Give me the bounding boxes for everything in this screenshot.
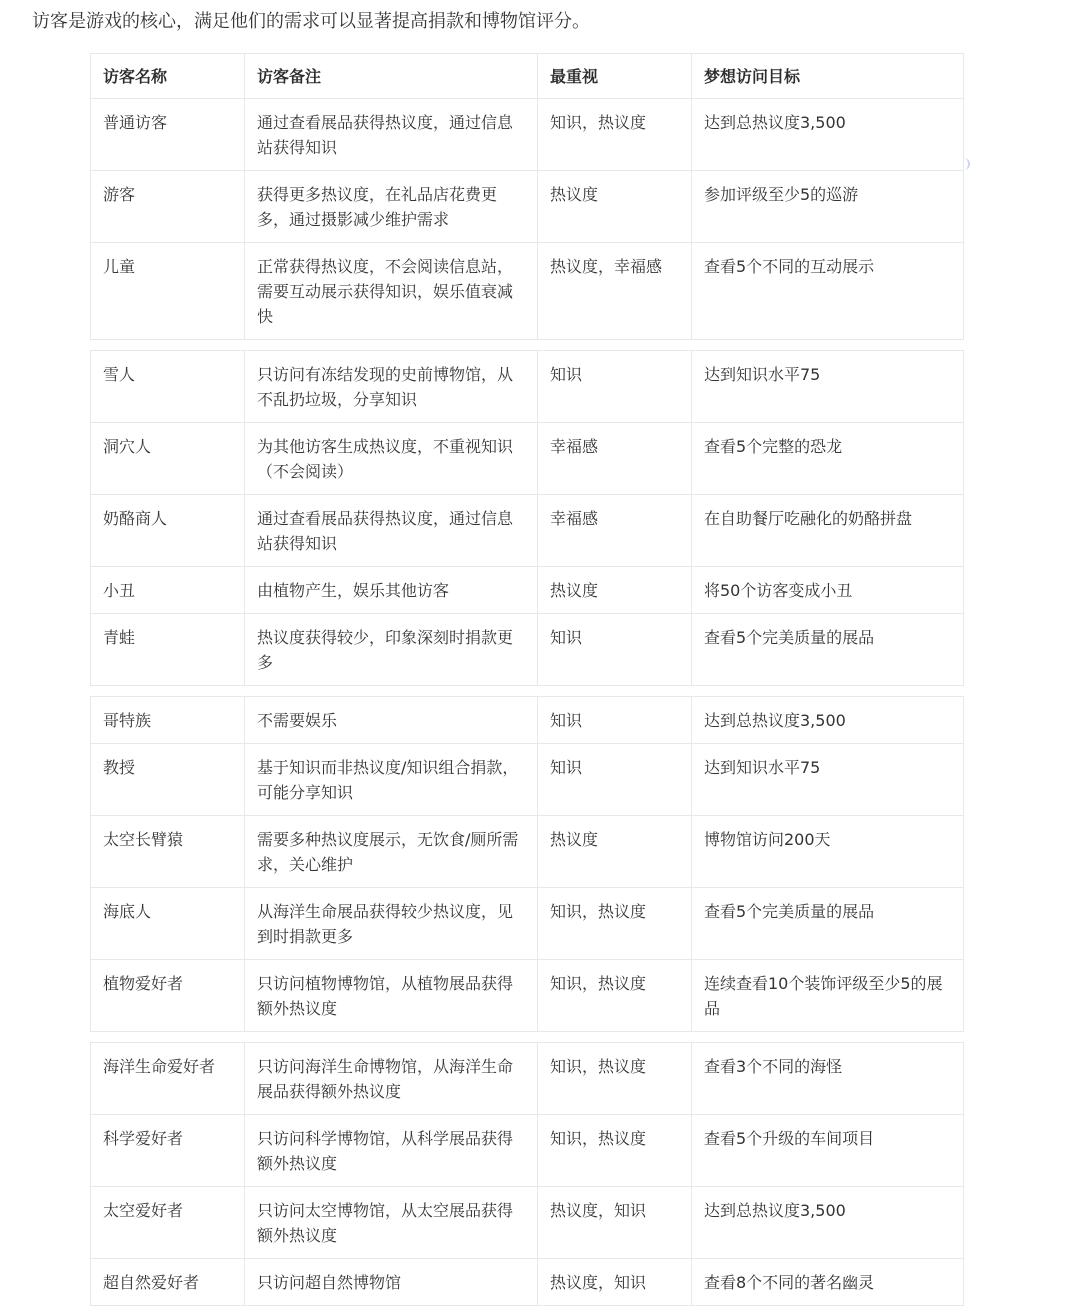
dream-goal-cell: 参加评级至少5的巡游: [691, 171, 965, 242]
visitor-note-cell: 由植物产生，娱乐其他访客: [244, 567, 537, 613]
visitor-note-cell: 通过查看展品获得热议度，通过信息站获得知识: [244, 99, 537, 170]
table-row: [91, 1186, 963, 1258]
dream-goal-cell: 查看5个升级的车间项目: [691, 1115, 965, 1186]
dream-goal-cell: 在自助餐厅吃融化的奶酪拼盘: [691, 495, 965, 566]
visitor-note-cell: 需要多种热议度展示，无饮食/厕所需求，关心维护: [244, 816, 537, 887]
table-row: [91, 959, 963, 1031]
priority-cell: 知识，热议度: [537, 960, 691, 1031]
visitor-note-cell: 只访问有冻结发现的史前博物馆，从不乱扔垃圾，分享知识: [244, 351, 537, 422]
header-visitor-name: 访客名称: [103, 67, 168, 86]
priority-cell: 知识，热议度: [537, 99, 691, 170]
dream-goal-cell: 将50个访客变成小丑: [691, 567, 965, 613]
table-row: [91, 887, 963, 959]
table-row: [91, 743, 963, 815]
visitor-note-cell: 通过查看展品获得热议度，通过信息站获得知识: [244, 495, 537, 566]
priority-cell: 知识，热议度: [537, 1115, 691, 1186]
dream-goal-cell: 博物馆访问200天: [691, 816, 965, 887]
dream-goal-cell: 达到总热议度3,500: [691, 1187, 965, 1258]
visitor-name-cell: 太空长臂猿: [103, 830, 184, 849]
table-row: [91, 1114, 963, 1186]
table-segment: [90, 53, 964, 340]
dream-goal-cell: 连续查看10个装饰评级至少5的展品: [691, 960, 965, 1031]
visitor-note-cell: 只访问植物博物馆，从植物展品获得额外热议度: [244, 960, 537, 1031]
table-row: [91, 613, 963, 685]
visitor-note-cell: 从海洋生命展品获得较少热议度，见到时捐款更多: [244, 888, 537, 959]
header-priority: 最重视: [537, 54, 691, 98]
visitor-note-cell: 只访问海洋生命博物馆，从海洋生命展品获得额外热议度: [244, 1043, 537, 1114]
header-visitor-note: 访客备注: [244, 54, 537, 98]
priority-cell: 知识: [537, 697, 691, 743]
table-segment: [90, 696, 964, 1032]
dream-goal-cell: 达到总热议度3,500: [691, 697, 965, 743]
visitor-name-cell: 超自然爱好者: [103, 1273, 200, 1292]
visitor-note-cell: 不需要娱乐: [244, 697, 537, 743]
visitor-table: [90, 53, 964, 1316]
visitor-name-cell: 哥特族: [103, 711, 152, 730]
dream-goal-cell: 查看3个不同的海怪: [691, 1043, 965, 1114]
visitor-name-cell: 小丑: [103, 581, 136, 600]
visitor-note-cell: 获得更多热议度，在礼品店花费更多，通过摄影减少维护需求: [244, 171, 537, 242]
priority-cell: 知识，热议度: [537, 888, 691, 959]
column-resize-handle[interactable]: [960, 158, 970, 170]
table-header-row: [91, 54, 963, 98]
priority-cell: 幸福感: [537, 423, 691, 494]
table-row: [91, 242, 963, 339]
dream-goal-cell: 查看5个完整的恐龙: [691, 423, 965, 494]
dream-goal-cell: 查看8个不同的著名幽灵: [691, 1259, 965, 1305]
table-row: [91, 566, 963, 613]
table-row: [91, 351, 963, 422]
priority-cell: 热议度，知识: [537, 1259, 691, 1305]
priority-cell: 幸福感: [537, 495, 691, 566]
visitor-name-cell: 海底人: [103, 902, 152, 921]
table-segment: [90, 350, 964, 686]
visitor-name-cell: 洞穴人: [103, 437, 152, 456]
visitor-name-cell: 奶酪商人: [103, 509, 168, 528]
visitor-note-cell: 为其他访客生成热议度，不重视知识（不会阅读）: [244, 423, 537, 494]
dream-goal-cell: 达到总热议度3,500: [691, 99, 965, 170]
table-row: [91, 1258, 963, 1305]
priority-cell: 热议度: [537, 816, 691, 887]
visitor-name-cell: 太空爱好者: [103, 1201, 184, 1220]
priority-cell: 热议度: [537, 567, 691, 613]
priority-cell: 知识: [537, 614, 691, 685]
visitor-note-cell: 正常获得热议度，不会阅读信息站，需要互动展示获得知识，娱乐值衰减快: [244, 243, 537, 339]
table-row: [91, 697, 963, 743]
visitor-name-cell: 儿童: [103, 257, 136, 276]
dream-goal-cell: 查看5个不同的互动展示: [691, 243, 965, 339]
visitor-name-cell: 教授: [103, 758, 136, 777]
visitor-name-cell: 海洋生命爱好者: [103, 1057, 216, 1076]
visitor-note-cell: 只访问科学博物馆，从科学展品获得额外热议度: [244, 1115, 537, 1186]
priority-cell: 热议度: [537, 171, 691, 242]
table-row: [91, 1043, 963, 1114]
dream-goal-cell: 达到知识水平75: [691, 351, 965, 422]
table-row: [91, 422, 963, 494]
visitor-note-cell: 只访问超自然博物馆: [244, 1259, 537, 1305]
visitor-name-cell: 科学爱好者: [103, 1129, 184, 1148]
header-dream-goal: 梦想访问目标: [691, 54, 965, 98]
priority-cell: 热议度，幸福感: [537, 243, 691, 339]
visitor-name-cell: 普通访客: [103, 113, 168, 132]
table-row: [91, 494, 963, 566]
table-row: [91, 815, 963, 887]
dream-goal-cell: 查看5个完美质量的展品: [691, 614, 965, 685]
visitor-name-cell: 游客: [103, 185, 136, 204]
visitor-name-cell: 青蛙: [103, 628, 136, 647]
visitor-name-cell: 雪人: [103, 365, 136, 384]
visitor-note-cell: 热议度获得较少，印象深刻时捐款更多: [244, 614, 537, 685]
table-segment: [90, 1042, 964, 1306]
visitor-note-cell: 基于知识而非热议度/知识组合捐款，可能分享知识: [244, 744, 537, 815]
visitor-name-cell: 植物爱好者: [103, 974, 184, 993]
priority-cell: 热议度，知识: [537, 1187, 691, 1258]
dream-goal-cell: 查看5个完美质量的展品: [691, 888, 965, 959]
intro-text: 访客是游戏的核心，满足他们的需求可以显著提高捐款和博物馆评分。: [32, 11, 590, 32]
priority-cell: 知识: [537, 744, 691, 815]
table-row: [91, 98, 963, 170]
table-row: [91, 170, 963, 242]
priority-cell: 知识: [537, 351, 691, 422]
visitor-note-cell: 只访问太空博物馆，从太空展品获得额外热议度: [244, 1187, 537, 1258]
priority-cell: 知识，热议度: [537, 1043, 691, 1114]
dream-goal-cell: 达到知识水平75: [691, 744, 965, 815]
